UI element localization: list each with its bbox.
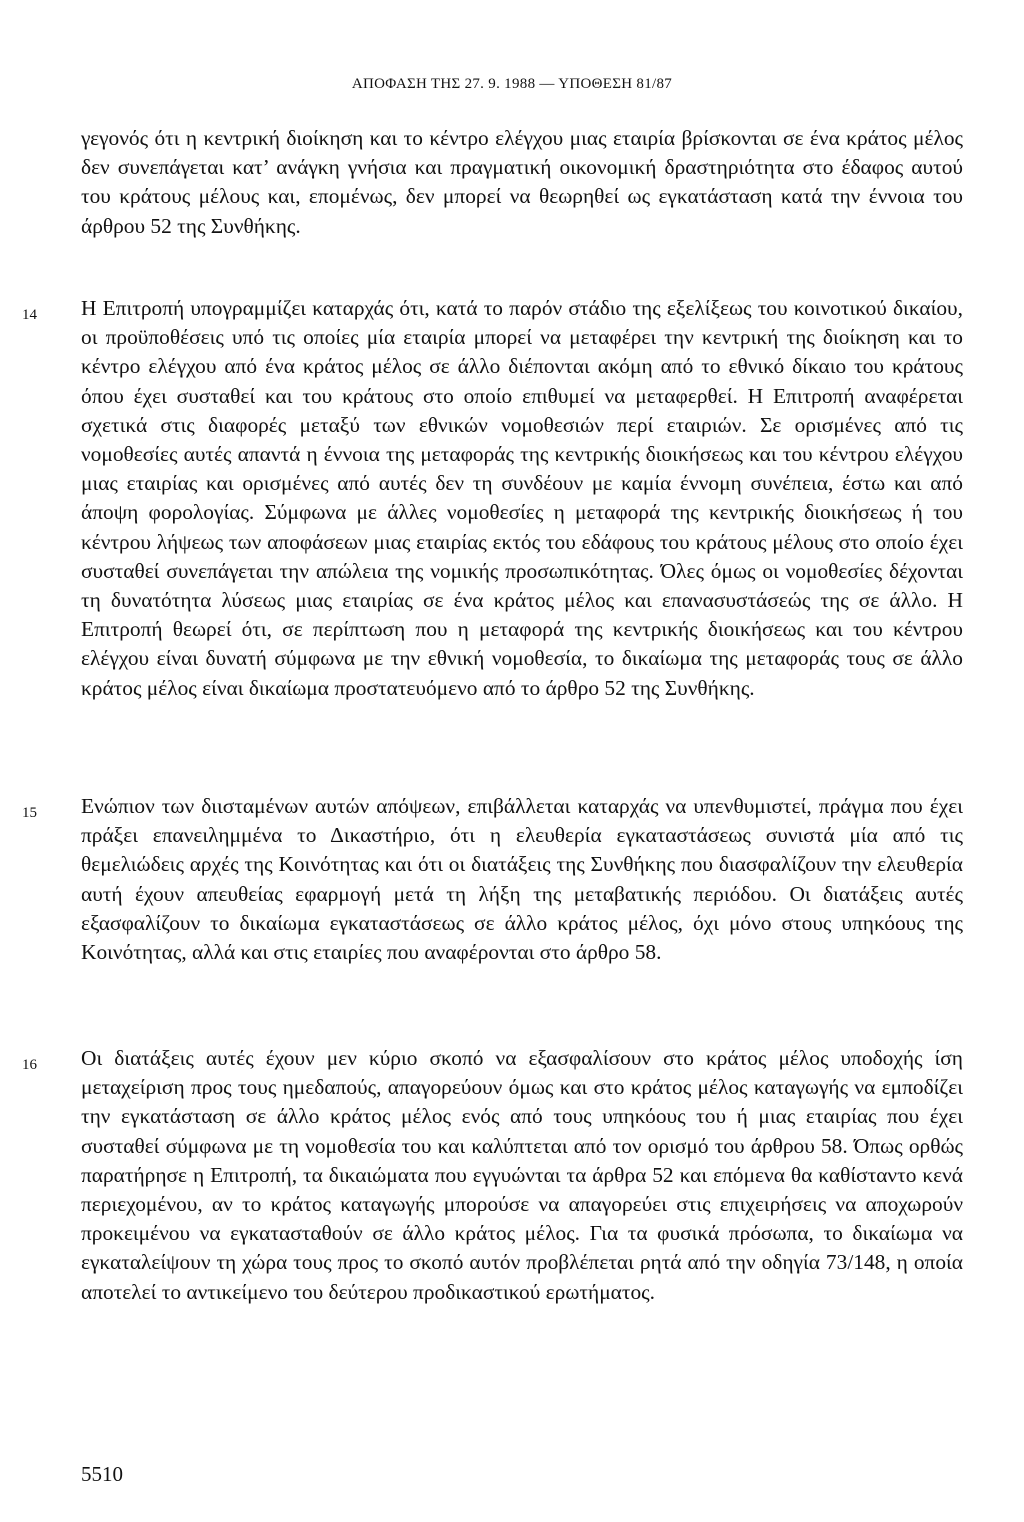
paragraph-number-14: 14 (22, 307, 37, 323)
paragraph-number-15: 15 (22, 805, 37, 821)
paragraph-14: Η Επιτροπή υπογραμμίζει καταρχάς ότι, κατά το παρόν στάδιο της εξελίξεως του κοινοτικού δικαίου, οι προϋποθέσεις υπό τις οποίες μία εταιρία μπορεί να μεταφέρει την κεντρική της διοίκηση και το κέντρο ελέγχου από ένα κράτος μέλος σε άλλο διέπονται ακόμη από το εθνικό δίκαιο του κράτους όπου έχει συσταθεί και του κράτους στο οποίο επιθυμεί να μεταφερθεί. Η Επιτροπή αναφέρεται σχετικά στις διαφορές μεταξύ των εθνικών νομοθεσιών περί εταιριών. Σε ορισμένες από τις νομοθεσίες αυτές απαντά η έννοια της μεταφοράς της κεντρικής διοικήσεως και του κέντρου ελέγχου μιας εταιρίας και ορισμένες από αυτές δεν τη συνδέουν με καμία έννομη συνέπεια, έστω και από άποψη φορολογίας. Σύμφωνα με άλλες νομοθεσίες η μεταφορά της κεντρικής διοικήσεως ή του κέντρου λήψεως των αποφάσεων μιας εταιρίας εκτός του εδάφους του κράτους μέλους στο οποίο έχει συσταθεί συνεπάγεται την απώλεια της νομικής προσωπικότητας. Όλες όμως οι νομοθεσίες δέχονται τη δυνατότητα λύσεως μιας εταιρίας σε ένα κράτος μέλος και επανασυστάσεώς της σε άλλο. Η Επιτροπή θεωρεί ότι, σε περίπτωση που η μεταφορά της κεντρικής διοικήσεως και του κέντρου ελέγχου είναι δυνατή σύμφωνα με την εθνική νομοθεσία, το δικαίωμα της μεταφοράς τους σε άλλο κράτος μέλος είναι δικαίωμα προστατευόμενο από το άρθρο 52 της Συνθήκης. (81, 296, 963, 700)
paragraph-continuation: γεγονός ότι η κεντρική διοίκηση και το κέντρο ελέγχου μιας εταιρία βρίσκονται σε ένα κράτος μέλος δεν συνεπάγεται κατ’ ανάγκη γνήσια και πραγματική οικονομική δραστηριότητα στο έδαφος αυτού του κράτους μέλους και, επομένως, δεν μπορεί να θεωρηθεί ως εγκατάσταση κατά την έννοια του άρθρου 52 της Συνθήκης. (81, 126, 963, 238)
paragraph-number-16: 16 (22, 1057, 37, 1073)
page-number: 5510 (81, 1462, 123, 1486)
running-header: ΑΠΟΦΑΣΗ ΤΗΣ 27. 9. 1988 — ΥΠΟΘΕΣΗ 81/87 (351, 76, 673, 92)
paragraph-15: Ενώπιον των διισταμένων αυτών απόψεων, επιβάλλεται καταρχάς να υπενθυμιστεί, πράγμα που έχει πράξει επανειλημμένα το Δικαστήριο, ότι η ελευθερία εγκαταστάσεως συνιστά μία από τις θεμελιώδεις αρχές της Κοινότητας και ότι οι διατάξεις της Συνθήκης που διασφαλίζουν την ελευθερία αυτή έχουν απευθείας εφαρμογή μετά τη λήξη της μεταβατικής περιόδου. Οι διατάξεις αυτές εξασφαλίζουν το δικαίωμα εγκαταστάσεως σε άλλο κράτος μέλος, όχι μόνο στους υπηκόους της Κοινότητας, αλλά και στις εταιρίες που αναφέρονται στο άρθρο 58. (81, 794, 963, 965)
paragraph-16: Οι διατάξεις αυτές έχουν μεν κύριο σκοπό να εξασφαλίσουν στο κράτος μέλος υποδοχής ίση μεταχείριση προς τους ημεδαπούς, απαγορεύουν όμως και στο κράτος μέλος καταγωγής να εμποδίζει την εγκατάσταση σε άλλο κράτος μέλος ενός από τους υπηκόους του ή μιας εταιρίας που έχει συσταθεί σύμφωνα με τη νομοθεσία του και καλύπτεται από τον ορισμό του άρθρου 58. Όπως ορθώς παρατήρησε η Επιτροπή, τα δικαιώματα που εγγυώνται τα άρθρα 52 και επόμενα θα καθίσταντο κενά περιεχομένου, αν το κράτος καταγωγής μπορούσε να απαγορεύει στις επιχειρήσεις να αποχωρούν προκειμένου να εγκατασταθούν σε άλλο κράτος μέλος. Για τα φυσικά πρόσωπα, το δικαίωμα να εγκαταλείψουν τη χώρα τους προς το σκοπό αυτόν προβλέπεται ρητά από την οδηγία 73/148, η οποία αποτελεί το αντικείμενο του δεύτερου προδικαστικού ερωτήματος. (81, 1046, 963, 1304)
